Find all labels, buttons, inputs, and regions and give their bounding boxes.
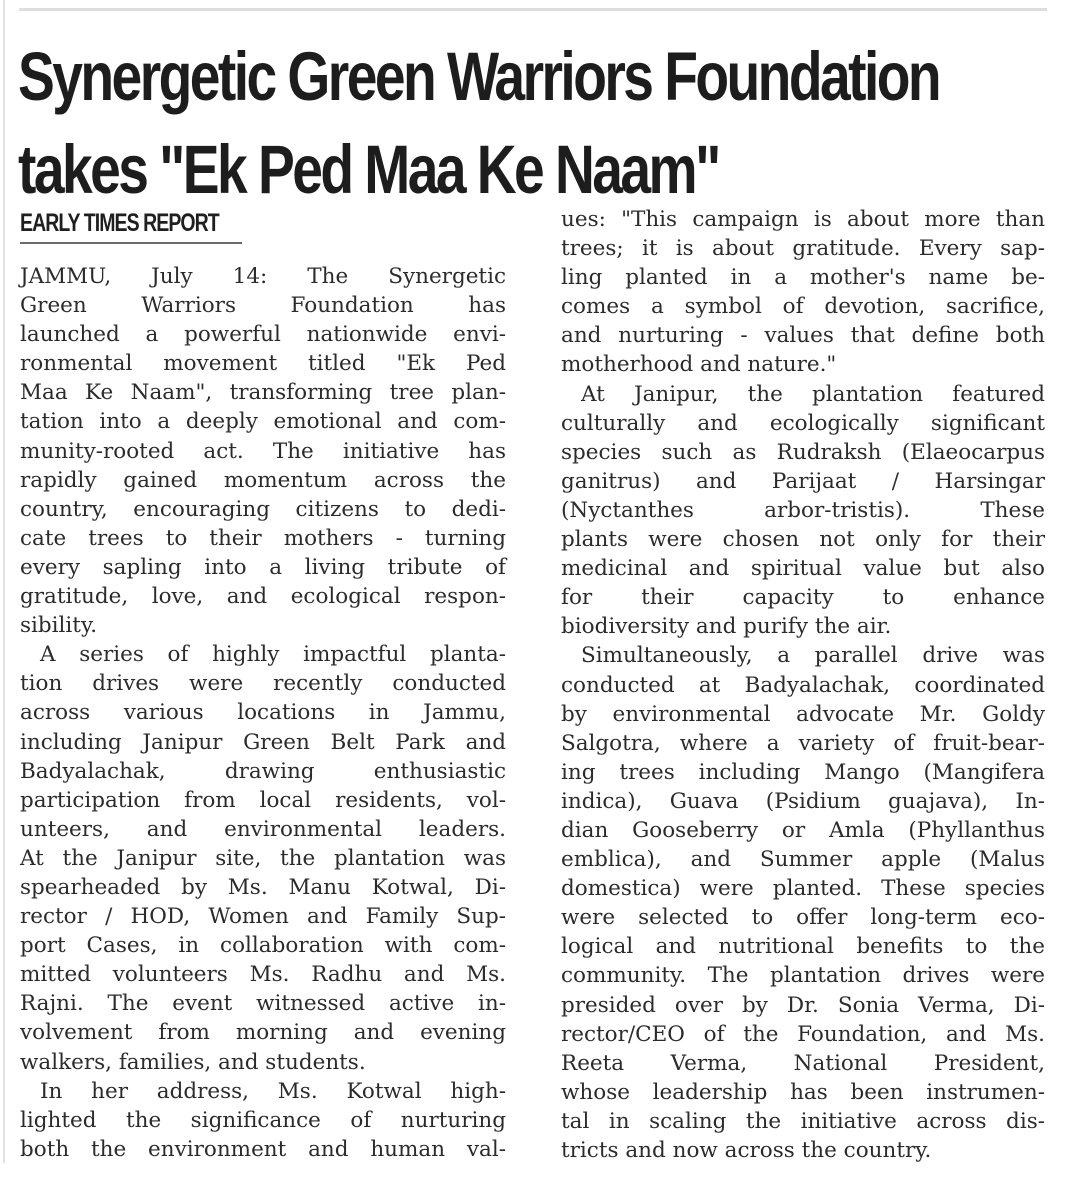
article-text-line: walkers, families, and students. bbox=[20, 1049, 366, 1075]
article-text-line: participation from local residents, vol- bbox=[20, 787, 506, 813]
article-text-line: every sapling into a living tribute of bbox=[20, 554, 506, 580]
article-text-line: both the environment and human val- bbox=[20, 1136, 506, 1162]
article-text-line: lighted the significance of nurturing bbox=[20, 1107, 506, 1133]
article-column-right bbox=[561, 205, 1045, 1165]
article-text-line: logical and nutritional benefits to the bbox=[561, 934, 1045, 960]
article-text-line: A series of highly impactful planta- bbox=[40, 642, 506, 668]
article-text-line: comes a symbol of devotion, sacrifice, bbox=[561, 294, 1045, 320]
article-text-line: and nurturing - values that define both bbox=[561, 323, 1045, 349]
article-text-line: domestica) were planted. These species bbox=[561, 876, 1045, 902]
article-text-line: spearheaded by Ms. Manu Kotwal, Di- bbox=[20, 874, 506, 900]
article-text-line: presided over by Dr. Sonia Verma, Di- bbox=[561, 992, 1045, 1018]
article-text-line: indica), Guava (Psidium guajava), In- bbox=[561, 788, 1045, 814]
article-text-line: emblica), and Summer apple (Malus bbox=[561, 847, 1045, 873]
article-text-line: sibility. bbox=[20, 613, 98, 639]
article-text-line: (Nyctanthes arbor-tristis). These bbox=[561, 497, 1045, 523]
article-text-line: Maa Ke Naam", transforming tree plan- bbox=[20, 380, 506, 406]
article-text-line: Rajni. The event witnessed active in- bbox=[20, 991, 506, 1017]
byline-rule bbox=[20, 242, 242, 244]
article-text-line: munity-rooted act. The initiative has bbox=[20, 438, 506, 464]
article-text-line: JAMMU, July 14: The Synergetic bbox=[20, 264, 506, 289]
article-text-line: ling planted in a mother's name be- bbox=[561, 265, 1045, 291]
article-text-line: trees; it is about gratitude. Every sap- bbox=[561, 236, 1045, 262]
article-text-line: Green Warriors Foundation has bbox=[20, 293, 506, 319]
article-text-line: ronmental movement titled "Ek Ped bbox=[20, 351, 506, 377]
article-text-line: Simultaneously, a parallel drive was bbox=[581, 643, 1045, 669]
article-text-line: gratitude, love, and ecological respon- bbox=[20, 584, 506, 610]
article-text-line: medicinal and spiritual value but also bbox=[561, 556, 1045, 582]
headline-line: Synergetic Green Warriors Foundation bbox=[18, 38, 940, 115]
headline bbox=[18, 30, 940, 216]
article-text-line: Salgotra, where a variety of fruit-bear- bbox=[561, 730, 1045, 756]
article-text-line: In her address, Ms. Kotwal high- bbox=[40, 1078, 506, 1104]
article-text-line: rapidly gained momentum across the bbox=[20, 467, 506, 493]
article-text-line: volvement from morning and evening bbox=[20, 1020, 506, 1046]
article-text-line: community. The plantation drives were bbox=[561, 963, 1045, 989]
article-text-line: across various locations in Jammu, bbox=[20, 700, 506, 726]
article-text-line: Badyalachak, drawing enthusiastic bbox=[20, 758, 506, 784]
article-text-line: country, encouraging citizens to dedi- bbox=[20, 496, 506, 522]
article-text-line: tricts and now across the country. bbox=[561, 1138, 932, 1163]
top-rule bbox=[19, 8, 1047, 11]
article-text-line: cate trees to their mothers - turning bbox=[20, 525, 506, 551]
article-text-line: species such as Rudraksh (Elaeocarpus bbox=[561, 439, 1045, 465]
article-text-line: At the Janipur site, the plantation was bbox=[20, 845, 506, 871]
article-text-line: ing trees including Mango (Mangifera bbox=[561, 759, 1045, 785]
article-text-line: port Cases, in collaboration with com- bbox=[20, 933, 506, 959]
article-text-line: culturally and ecologically significant bbox=[561, 410, 1045, 436]
article-text-line: were selected to offer long-term eco- bbox=[561, 905, 1045, 931]
article-text-line: unteers, and environmental leaders. bbox=[20, 816, 506, 842]
article-text-line: biodiversity and purify the air. bbox=[561, 614, 892, 640]
article-text-line: motherhood and nature." bbox=[561, 352, 837, 378]
page-edge-line bbox=[3, 0, 5, 1163]
article-text-line: ues: "This campaign is about more than bbox=[561, 207, 1045, 232]
article-text-line: plants were chosen not only for their bbox=[561, 527, 1045, 553]
article-text-line: including Janipur Green Belt Park and bbox=[20, 729, 506, 755]
article-text-line: rector / HOD, Women and Family Sup- bbox=[20, 904, 506, 930]
byline: EARLY TIMES REPORT bbox=[20, 209, 219, 237]
article-text-line: launched a powerful nationwide envi- bbox=[20, 322, 506, 348]
article-text-line: rector/CEO of the Foundation, and Ms. bbox=[561, 1021, 1045, 1047]
article-text-line: mitted volunteers Ms. Radhu and Ms. bbox=[20, 962, 506, 988]
article-text-line: dian Gooseberry or Amla (Phyllanthus bbox=[561, 817, 1045, 843]
article-text-line: Reeta Verma, National President, bbox=[561, 1050, 1045, 1076]
article-text-line: tion drives were recently conducted bbox=[20, 671, 506, 697]
article-text-line: by environmental advocate Mr. Goldy bbox=[561, 701, 1045, 727]
article-text-line: tal in scaling the initiative across dis- bbox=[561, 1108, 1045, 1134]
article-text-line: ganitrus) and Parijaat / Harsingar bbox=[561, 468, 1045, 494]
article-text-line: conducted at Badyalachak, coordinated bbox=[561, 672, 1045, 698]
article-text-line: for their capacity to enhance bbox=[561, 585, 1045, 611]
headline-line: takes "Ek Ped Maa Ke Naam" bbox=[18, 131, 719, 208]
article-text-line: At Janipur, the plantation featured bbox=[581, 381, 1045, 407]
article-column-left bbox=[20, 262, 506, 1164]
article-text-line: tation into a deeply emotional and com- bbox=[20, 409, 506, 435]
article-text-line: whose leadership has been instrumen- bbox=[561, 1079, 1045, 1105]
